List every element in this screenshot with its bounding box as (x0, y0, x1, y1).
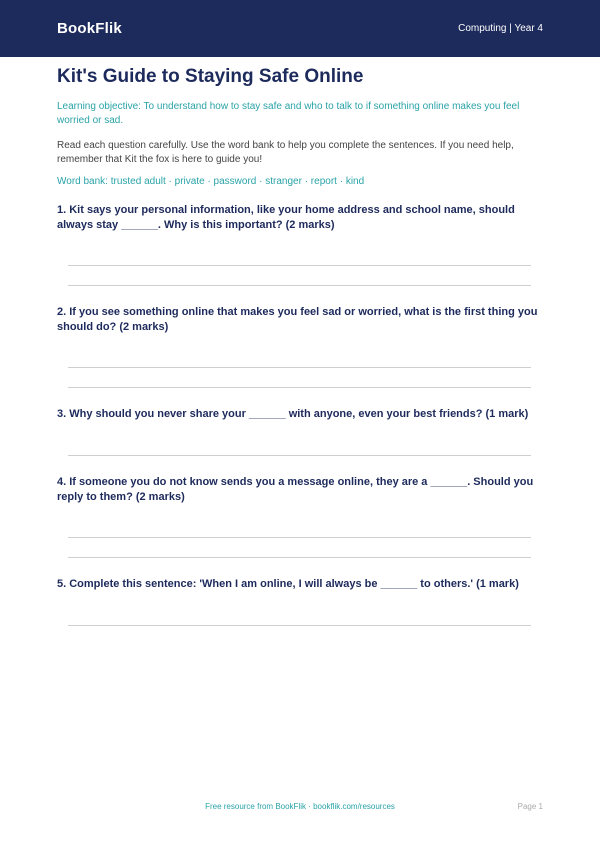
question-1: 1. Kit says your personal information, like your home address and school name, should always stay ______. Why is this important? (2 marks) (57, 204, 515, 231)
word-bank: Word bank: trusted adult · private · password · stranger · report · kind (57, 176, 365, 187)
answer-line[interactable] (68, 455, 531, 456)
question-2: 2. If you see something online that makes you feel sad or worried, what is the first thing you should do? (2 marks) (57, 306, 538, 333)
footer-credit[interactable]: Free resource from BookFlik · bookflik.com/resources (205, 802, 395, 811)
page-number: Page 1 (517, 802, 543, 811)
worksheet-intro (57, 65, 543, 189)
answer-line[interactable] (68, 387, 531, 388)
question-4: 4. If someone you do not know sends you a message online, they are a ______. Should you reply to them? (2 marks) (57, 476, 534, 503)
learning-objective: Learning objective: To understand how to stay safe and who to talk to if something online makes you feel worried or sad. (57, 101, 520, 126)
answer-line[interactable] (68, 625, 531, 626)
page-title: Kit's Guide to Staying Safe Online (57, 66, 364, 87)
answer-line[interactable] (68, 557, 531, 558)
answer-line[interactable] (68, 265, 531, 266)
answer-line[interactable] (68, 537, 531, 538)
answer-line[interactable] (68, 367, 531, 368)
answer-line[interactable] (68, 285, 531, 286)
brand-logo[interactable]: BookFlik (57, 20, 122, 37)
question-5: 5. Complete this sentence: 'When I am online, I will always be ______ to others.' (1 mark) (57, 578, 519, 590)
header-bar (0, 0, 600, 57)
question-3: 3. Why should you never share your ______ with anyone, even your best friends? (1 mark) (57, 408, 529, 420)
instructions: Read each question carefully. Use the word bank to help you complete the sentences. If you need help, remember that Kit the fox is here to guide you! (57, 140, 514, 165)
subject-label: Computing | Year 4 (458, 23, 543, 34)
